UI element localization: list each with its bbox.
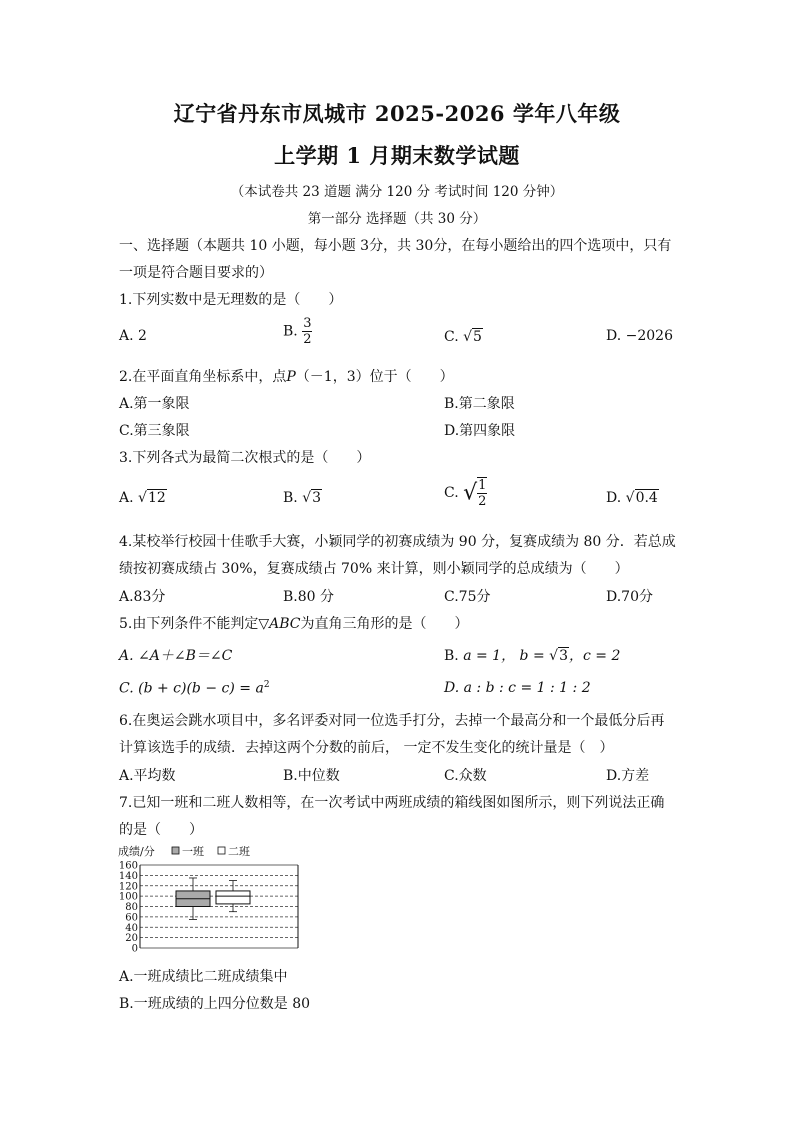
- q3-d-prefix: D.: [606, 490, 622, 506]
- q5-b-radicand: 3: [559, 648, 568, 664]
- q7-stem-line1: 7.已知一班和二班人数相等，在一次考试中两班成绩的箱线图如图所示，则下列说法正确: [119, 795, 665, 811]
- y-tick-label-20: 20: [125, 933, 138, 945]
- legend-swatch-1: [218, 847, 225, 854]
- q2-option-d: D.第四象限: [444, 423, 516, 439]
- legend-label-0: 一班: [182, 845, 204, 858]
- q5-option-c: [119, 680, 270, 697]
- q3-c-radical-sign: √: [463, 480, 478, 506]
- q5-c-exponent: 2: [263, 680, 270, 690]
- legend-swatch-0: [172, 847, 179, 854]
- q4-option-b: B.80 分: [283, 589, 335, 605]
- q3-option-a: [119, 489, 167, 506]
- q5-b-prefix: B.: [444, 648, 459, 664]
- q3-option-d: [606, 489, 659, 506]
- y-tick-label-120: 120: [118, 881, 138, 893]
- q4-option-c: C.75分: [444, 589, 491, 605]
- q6-stem-line1: 6.在奥运会跳水项目中，多名评委对同一位选手打分，去掉一个最高分和一个最低分后再: [119, 713, 665, 729]
- q2-option-a: A.第一象限: [119, 396, 190, 412]
- y-tick-label-40: 40: [125, 922, 138, 934]
- q1-option-d: D. −2026: [606, 328, 673, 344]
- q5-b-b: b =: [519, 648, 545, 664]
- q2-stem-var: P: [286, 369, 296, 385]
- q4-option-d: D.70分: [606, 589, 653, 605]
- q5-option-a: A. ∠A＋∠B＝∠C: [119, 648, 233, 664]
- q5-option-b: [444, 645, 620, 665]
- q1-stem: 1.下列实数中是无理数的是（ ）: [119, 292, 343, 308]
- y-tick-label-160: 160: [118, 860, 138, 872]
- y-axis-label: 成绩/分: [118, 845, 155, 858]
- q4-stem-line2: 绩按初赛成绩占 30%，复赛成绩占 70% 来计算，则小颖同学的总成绩为（ ）: [119, 561, 629, 577]
- q3-d-sqrt: √0.4: [625, 490, 658, 506]
- q2-stem-post: （－1，3）位于（ ）: [295, 369, 454, 385]
- q1-c-prefix: C.: [444, 329, 459, 345]
- q6-option-c: C.众数: [444, 768, 487, 784]
- q1-b-prefix: B.: [283, 323, 298, 340]
- q1-b-num: 3: [303, 316, 312, 331]
- y-tick-label-0: 0: [131, 943, 138, 953]
- q1-c-radicand: 5: [473, 329, 482, 345]
- q7-stem-line2: 的是（ ）: [119, 822, 203, 838]
- boxplot-chart: [118, 843, 308, 953]
- q6-stem-line2: 计算该选手的成绩．去掉这两个分数的前后， 一定不发生变化的统计量是（ ）: [119, 740, 614, 756]
- exam-info: （本试卷共 23 道题 满分 120 分 考试时间 120 分钟）: [230, 184, 564, 200]
- y-tick-label-100: 100: [118, 891, 138, 903]
- q3-b-radicand: 3: [312, 490, 322, 506]
- q3-stem: 3.下列各式为最简二次根式的是（ ）: [119, 450, 371, 466]
- q2-option-b: B.第二象限: [444, 396, 515, 412]
- q6-option-b: B.中位数: [283, 768, 340, 784]
- q3-c-num: 1: [478, 478, 487, 493]
- q3-a-prefix: A.: [119, 490, 134, 506]
- box-1: [216, 891, 250, 904]
- y-tick-label-80: 80: [125, 902, 138, 913]
- y-tick-label-60: 60: [125, 912, 138, 924]
- q1-option-a: A. 2: [119, 328, 147, 344]
- q5-stem-post: 为直角三角形的是（ ）: [300, 616, 469, 632]
- q3-b-sqrt: √3: [302, 490, 322, 506]
- q3-a-sqrt: √12: [138, 490, 166, 506]
- q3-c-fraction: [477, 477, 487, 509]
- q6-option-d: D.方差: [606, 768, 650, 784]
- section-instruction-line1: 一、选择题（本题共 10 小题，每小题 3分，共 30分，在每小题给出的四个选项中，只有: [119, 238, 672, 254]
- section-instruction-line2: 一项是符合题目要求的）: [119, 265, 273, 281]
- exam-title-line2: 上学期 1 月期末数学试题: [274, 143, 520, 168]
- q1-option-b: [283, 316, 312, 347]
- q6-option-a: A.平均数: [119, 768, 176, 784]
- q5-b-a: a = 1，: [463, 648, 516, 664]
- q5-b-sqrt: √3: [549, 648, 568, 664]
- legend-label-1: 二班: [228, 845, 250, 858]
- q7-option-a: A.一班成绩比二班成绩集中: [119, 969, 288, 985]
- q2-stem: [119, 366, 454, 386]
- q2-stem-pre: 2.在平面直角坐标系中，点: [119, 369, 287, 385]
- q5-option-d: D. a : b : c = 1 : 1 : 2: [444, 680, 591, 696]
- q3-b-prefix: B.: [283, 490, 298, 506]
- q3-option-b: [283, 489, 322, 506]
- q5-b-c: ，c = 2: [569, 648, 621, 664]
- q4-stem-line1: 4.某校举行校园十佳歌手大赛，小颖同学的初赛成绩为 90 分，复赛成绩为 80 分．若总成: [119, 534, 676, 550]
- q3-c-prefix: C.: [444, 485, 459, 501]
- q5-c-expr: C. (b + c)(b − c) = a: [119, 680, 264, 697]
- part-heading: 第一部分 选择题（共 30 分）: [307, 211, 487, 227]
- q5-stem: [119, 613, 469, 633]
- q3-a-radicand: 12: [147, 490, 166, 506]
- q5-stem-pre: 5.由下列条件不能判定: [119, 616, 259, 632]
- y-tick-label-140: 140: [118, 870, 138, 882]
- q1-b-fraction: [302, 316, 312, 347]
- q3-c-den: 2: [478, 494, 487, 509]
- q1-c-sqrt: √5: [463, 329, 482, 345]
- q1-b-den: 2: [303, 332, 312, 347]
- exam-title-line1: 辽宁省丹东市凤城市 2025-2026 学年八年级: [173, 101, 621, 126]
- q1-option-c: [444, 328, 483, 345]
- q2-option-c: C.第三象限: [119, 423, 190, 439]
- q7-option-b: B.一班成绩的上四分位数是 80: [119, 996, 311, 1012]
- q4-option-a: A.83分: [119, 589, 166, 605]
- q3-option-c: [444, 477, 487, 509]
- q3-d-radicand: 0.4: [635, 490, 658, 506]
- q5-stem-triangle: ▽ABC: [258, 616, 301, 632]
